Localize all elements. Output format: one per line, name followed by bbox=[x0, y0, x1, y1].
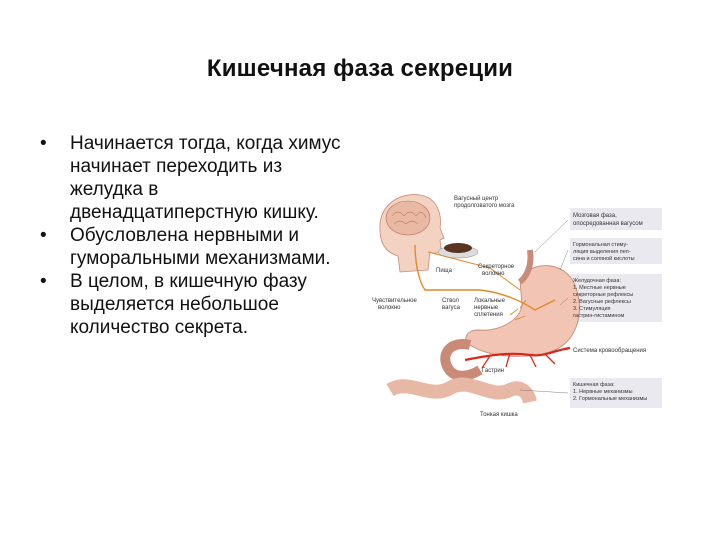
bullet-text: Начинается тогда, когда химус начинает переходить из желудка в двенадцатиперстную кишку. bbox=[70, 133, 341, 223]
label-humoral: Гормональная стиму- bbox=[573, 242, 629, 248]
bullet-dot: • bbox=[40, 271, 47, 292]
label-intestinal: 2. Гормональные механизмы bbox=[573, 396, 648, 402]
diagram-svg bbox=[370, 190, 670, 420]
label-sensory: волокно bbox=[378, 305, 401, 311]
label-gastric: Желудочная фаза: bbox=[573, 278, 621, 284]
label-local: нервные bbox=[474, 305, 499, 311]
label-circulation: Система кровообращения bbox=[573, 348, 647, 354]
duodenum-illustration bbox=[445, 344, 480, 376]
label-vagus-center: Вагусный центр bbox=[454, 196, 499, 202]
bullet-item bbox=[40, 270, 350, 339]
label-cephalic: Мозговая фаза, bbox=[573, 213, 617, 219]
bullet-item bbox=[40, 132, 350, 224]
label-gastric: гастрин-гистамином bbox=[573, 313, 625, 319]
bullet-text: Обусловлена нервными и гуморальными механизмами. bbox=[70, 225, 331, 269]
label-local: Локальные bbox=[474, 298, 505, 304]
small-intestine-illustration bbox=[390, 385, 530, 402]
label-vagus-trunk: Ствол bbox=[442, 298, 459, 304]
label-receptors: Секреторное bbox=[478, 264, 515, 270]
label-vagus-center: продолговатого мозга bbox=[454, 203, 515, 209]
bullet-list bbox=[40, 132, 350, 339]
label-gastric: 2. Вагусные рефлексы bbox=[573, 299, 631, 305]
bullet-dot: • bbox=[40, 225, 47, 246]
label-receptors: волокно bbox=[482, 271, 505, 277]
label-local: сплетения bbox=[474, 312, 503, 318]
label-intestinal: Кишечная фаза: bbox=[573, 382, 615, 388]
label-humoral: ляция выделения пеп- bbox=[573, 249, 631, 255]
head-illustration bbox=[380, 195, 444, 272]
label-gastric: 3. Стимуляция bbox=[573, 306, 611, 312]
label-gastric: секреторные рефлексы bbox=[573, 292, 634, 298]
label-cephalic: опосредованная вагусом bbox=[573, 221, 643, 227]
brain-icon bbox=[386, 201, 430, 235]
label-intestinal: 1. Нервные механизмы bbox=[573, 389, 633, 395]
bullet-text: В целом, в кишечную фазу выделяется небольшое количество секрета. bbox=[70, 271, 307, 338]
label-humoral: сина и соляной кислоты bbox=[573, 256, 635, 262]
label-small-intestine: Тонкая кишка bbox=[480, 412, 518, 418]
label-sensory: Чувствительное bbox=[372, 298, 417, 304]
label-vagus-trunk: вагуса bbox=[442, 305, 460, 311]
label-gastrin: Гастрин bbox=[482, 368, 504, 374]
label-gastric: 1. Местные нервные bbox=[573, 285, 626, 291]
digestion-secretion-diagram bbox=[370, 190, 670, 420]
bullet-item bbox=[40, 224, 350, 270]
label-food: Пища bbox=[436, 268, 452, 274]
bullet-dot: • bbox=[40, 133, 47, 154]
slide-title: Кишечная фаза секреции bbox=[206, 55, 514, 82]
